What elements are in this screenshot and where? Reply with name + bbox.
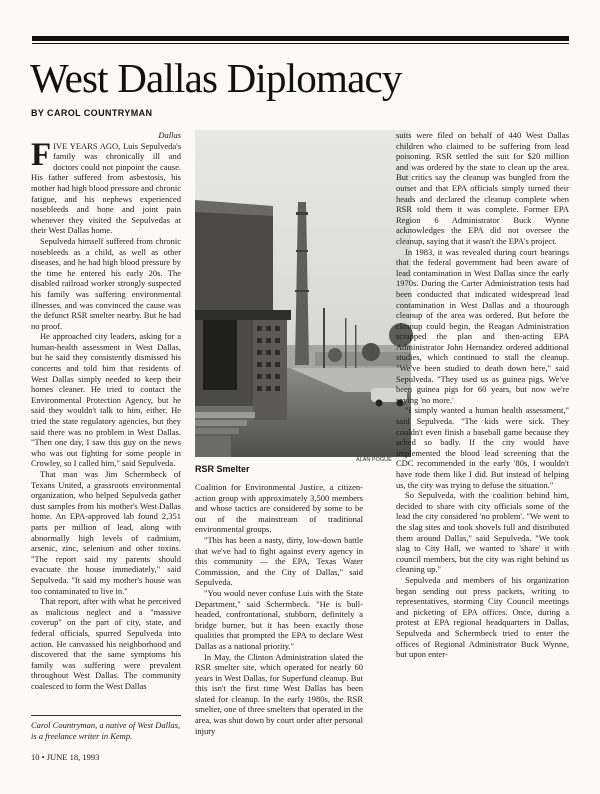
paragraph: "I simply wanted a human health assessment," said Sepulveda. "The kids were sick. They couldn't even finish a baseball game because they ached so badly. If the city would have implemented the blood lead screening that the CDC recommended in the early '80s, I wouldn't have rode them like I did. But instead of helping us, the city was trying to defuse the situation." [396,405,569,490]
paragraph: "This has been a nasty, dirty, low-down battle that we've had to fight against every agency in this community — the EPA, Texas Water Commission, and the City of Dallas," said Sepulveda. [195,534,363,588]
paragraph: FIVE YEARS AGO, Luis Sepulveda's family was chronically ill and doctors could not pinpoint the cause. His father suffered from asbestosis, his mother had high blood pressure and chronic fatigue, and his nephews experienced nosebleeds and bone and joint pain whenever they visited the Sepulvedas at their West Dallas home. [31,136,181,236]
column-1 [31,130,181,691]
top-rule [32,36,569,41]
paragraph: Sepulveda himself suffered from chronic nosebleeds as a child, as well as other diseases, and he had high blood pressure by the time he entered his early 20s. The disabled railroad worker strongly suspected his family was suffering environmental illnesses, and was convinced the cause was the defunct RSR smelter nearby. But he had no proof. [31,235,181,331]
column-3 [396,130,569,770]
byline: BY CAROL COUNTRYMAN [31,108,153,118]
headline: West Dallas Diplomacy [30,55,402,101]
photo-rsr-smelter [195,130,411,457]
paragraph: That report, after with what he perceived as malicious neglect and a "massive coverup" on the part of city, state, and federal officials, spurred Sepulveda into action. He canvassed his neighborhood and discovered that the same symptoms his family was suffering were prevalent throughout West Dallas. The community coalesced to form the West Dallas [31,596,181,691]
photo-caption: RSR Smelter [195,464,250,474]
photo-credit: ALAN POGUE [356,457,392,463]
paragraph: In 1983, it was revealed during court hearings that the federal government had been aware of lead contamination in West Dallas since the early 1970s. During the Carter Administration tests had been conducted that indicated widespread lead contamination in West Dallas and a thourough cleanup of the area was ordered. But before the cleanup could begin, the Reagan Administration scrapped the plan and then-acting EPA Administrator John Hernandez ordered additional studies, which continued to stall the cleanup. "We've been studied to death down here," said Sepulveda. "They used us as guinea pigs. We've been guinea pigs for 60 years, but now we're saying 'no more.' [396,246,569,405]
column-2 [195,482,363,767]
paragraph: suits were filed on behalf of 440 West Dallas children who claimed to be suffering from lead poisoning. RSR settled the suit for $20 million and was ordered by the state to clean up the area. But critics say the cleanup was bungled from the outset and that EPA officials simply turned their heads and declared the cleanup complete when RSR told them it was complete. Former EPA Region 6 Administrator Buck Wynne acknowledges the EPA did not oversee the cleanup, saying that it wasn't the EPA's project. [396,130,569,246]
paragraph: He approached city leaders, asking for a human-health assessment in West Dallas, but he said they consistently dismissed his concerns and told him that residents of West Dallas simply needed to keep their homes cleaner. He tried to contact the Environmental Protection Agency, but he said they wouldn't talk to him, either. He tried the state regulatory agencies, but they said there was no problem in West Dallas. "Then one day, I saw this guy on the news who was out fighting for some people in Crowley, so I called him," said Sepulveda. [31,331,181,469]
smelter-photo-illustration [195,130,411,457]
paragraph: Coalition for Environmental Justice, a citizen-action group with approximately 3,500 members and whose tactics are considered by some to be out of the mainstream of traditional environmental groups. [195,482,363,535]
paragraph: So Sepulveda, with the coalition behind him, decided to share with city officials some of the lead the city considered 'no problem'. "We went to the slag sites and took shovels full and distributed them around Dallas," said Sepulveda. "We took slag to City Hall, we wanted to 'share' it with council members, but the city was right behind us cleaning up." [396,490,569,575]
paragraph: "You would never confuse Luis with the State Department," said Schermbeck. "He is bull-headed, confrontational, stubborn, definitely a bridge burner, but it has been exactly those qualities that prompted the EPA to declare West Dallas as a national priority." [195,587,363,651]
drop-cap: F [31,136,52,173]
dateline: Dallas [158,130,181,140]
paragraph: In May, the Clinton Administration slated the RSR smelter site, which operated for nearly 60 years in West Dallas, for Superfund cleanup. But this isn't the first time West Dallas has been slated for cleanup. In the early 1980s, the RSR smelter, one of three smelters that operated in the area, was shut down by court order after personal injury [195,651,363,736]
author-note-rule [31,715,181,716]
paragraph: Sepulveda and members of his organization began sending out press packets, writing to representatives, storming City Council meetings and picketing of EPA offices. Once, during a protest at EPA regional headquarters in Dallas, Sepulveda and Schermbeck tried to enter the offices of Regional Administrator Buck Wynne, but upon enter- [396,574,569,660]
paragraph: That man was Jim Schermbeck of Texans United, a grassroots environmental organization, who helped Sepulveda gather dust samples from his mother's West Dallas home. An EPA-approved lab found 2,351 parts per million of lead, along with abnormally high levels of cadmium, arsenic, zinc, selenium and other toxins. "The report said my parents should evacuate the house immediately," said Sepulveda. "It said my mother's house was too contaminated to live in." [31,469,181,596]
page-folio: 10 • JUNE 18, 1993 [31,752,100,762]
top-rule-thin [32,43,569,44]
author-note: Carol Countryman, a native of West Dallas, is a freelance writer in Kemp. [31,720,181,741]
